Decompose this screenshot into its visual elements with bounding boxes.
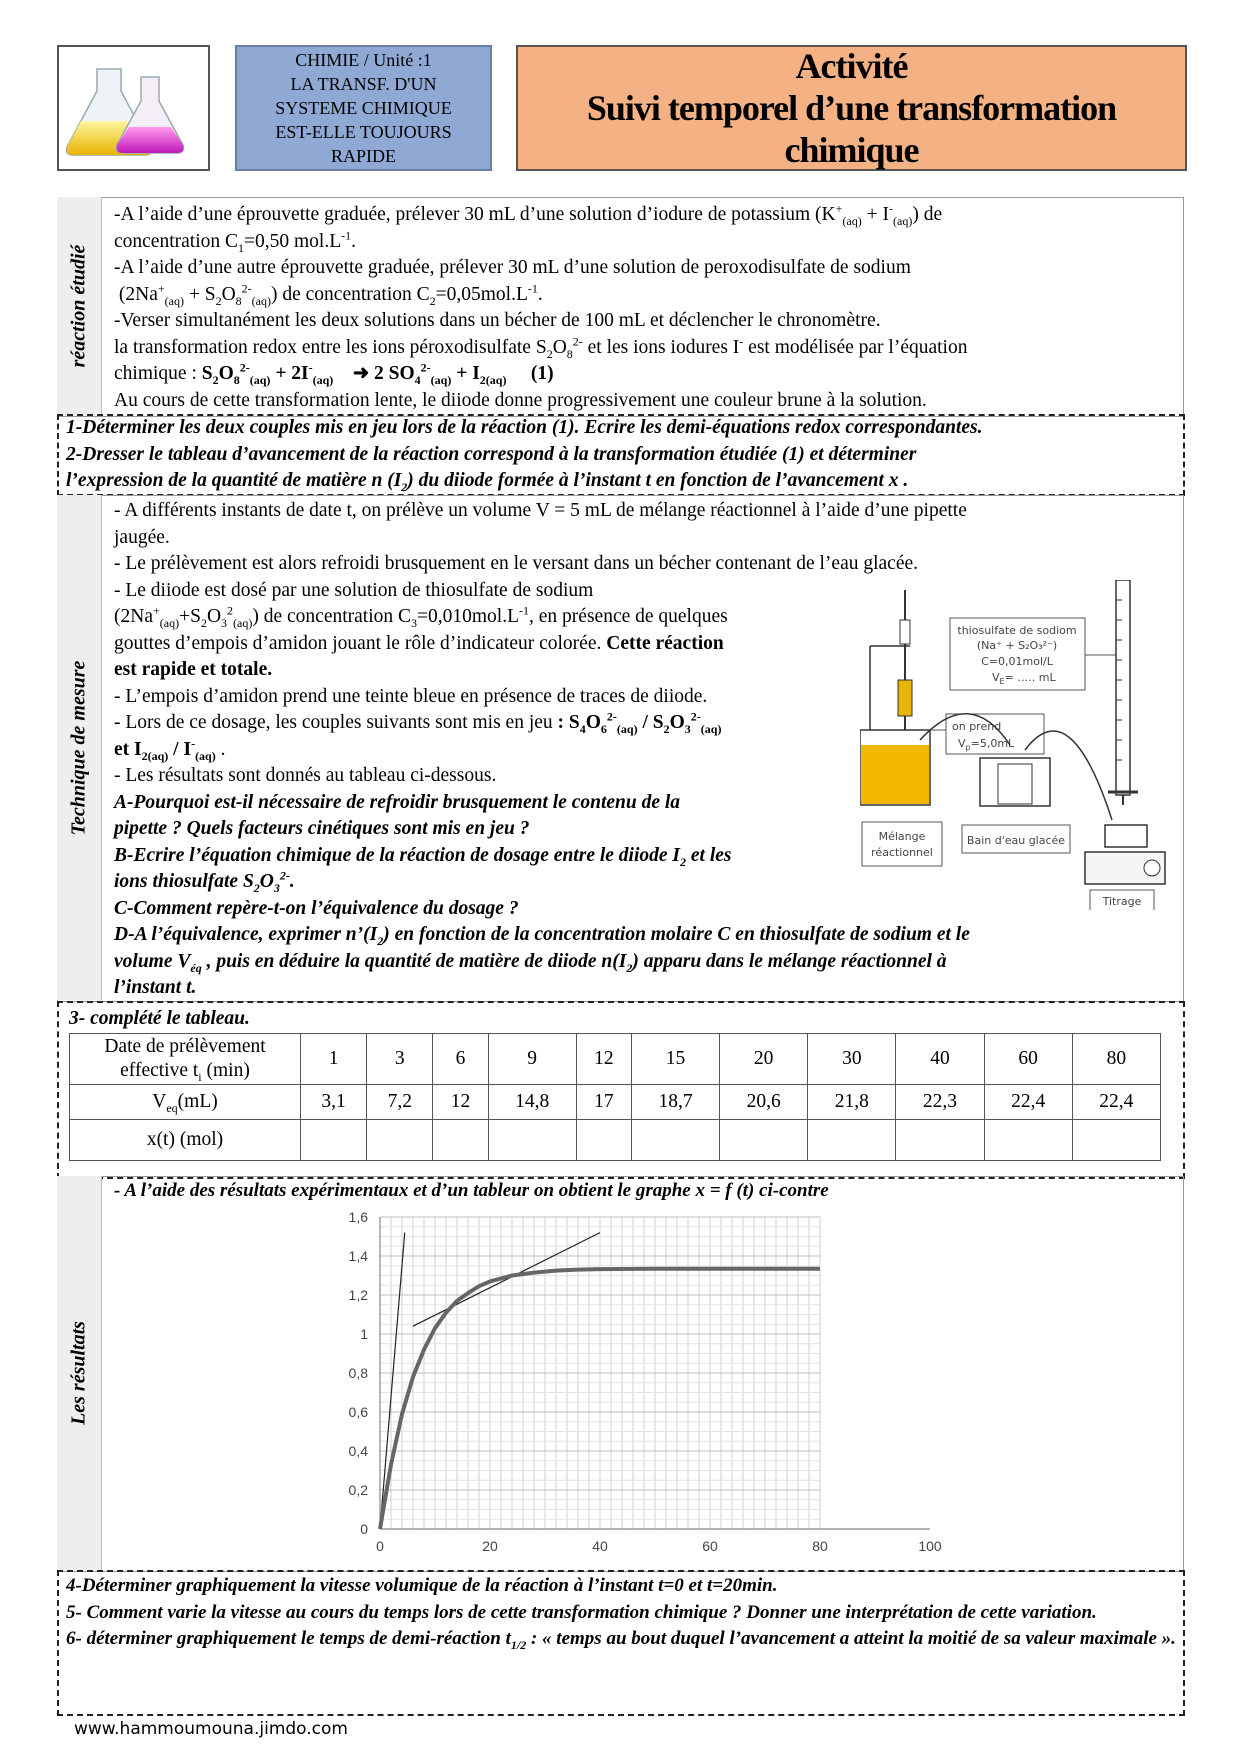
logo: [57, 45, 210, 171]
svg-text:on prend: on prend: [952, 720, 1002, 733]
x-cell[interactable]: [984, 1120, 1072, 1161]
time-cell: 60: [984, 1034, 1072, 1085]
question-2a: 2-Dresser le tableau d’avancement de la réaction correspond à la transformation étudiée (1) et déterminer: [66, 443, 917, 465]
y-tick-label: 0,2: [348, 1482, 368, 1498]
flask-logo-icon: [59, 47, 208, 169]
side-label-results: [57, 1176, 102, 1570]
x-cell[interactable]: [301, 1120, 367, 1161]
side-label-text: réaction étudié: [67, 244, 90, 368]
veq-cell: 22,4: [984, 1085, 1072, 1120]
veq-cell: 17: [576, 1085, 631, 1120]
y-tick-label: 1,2: [348, 1287, 368, 1303]
melange-label-box: [862, 822, 942, 866]
veq-cell: 20,6: [720, 1085, 808, 1120]
chart-grid: [380, 1217, 820, 1529]
y-tick-label: 1,4: [348, 1248, 368, 1264]
table-row: [70, 1034, 1161, 1085]
time-cell: 40: [896, 1034, 984, 1085]
x-vs-t-chart: [330, 1205, 960, 1565]
table-caption: 3- complété le tableau.: [69, 1008, 250, 1029]
pipette-bulb: [898, 680, 912, 716]
title-box: [516, 45, 1187, 171]
yellow-mixture: [861, 745, 929, 804]
tangent-line: [380, 1233, 405, 1529]
svg-text:VE= ….. mL: $V_E=$ ….. mL: [992, 671, 1056, 686]
unit-line: EST-ELLE TOUJOURS: [275, 122, 452, 142]
side-label-reaction: [57, 197, 102, 415]
time-cell: 30: [808, 1034, 896, 1085]
svg-text:C=0,01mol/L: C=0,01mol/L: [981, 655, 1053, 668]
x-cell[interactable]: [631, 1120, 719, 1161]
x-cell[interactable]: [488, 1120, 576, 1161]
time-cell: 15: [631, 1034, 719, 1085]
svg-text:Mélange: Mélange: [878, 830, 926, 843]
svg-text:Vp=5,0mL: $V_p=5,0mL$: [958, 737, 1015, 752]
y-tick-label: 0,6: [348, 1404, 368, 1420]
data-table: [69, 1033, 1161, 1161]
titration-apparatus-diagram: [860, 580, 1180, 910]
beaker-titration-icon: [1105, 825, 1147, 847]
results-intro: - A l’aide des résultats expérimentaux et d’un tableur on obtient le graphe x = f (t) ci-contre: [114, 1180, 829, 1201]
time-cell: 20: [720, 1034, 808, 1085]
y-tick-label: 1: [360, 1326, 368, 1342]
final-questions: [66, 1573, 1176, 1653]
question-2b: l’expression de la quantité de matière n $(I_2)$ du diiode formée à l’instant t en fonction de l’avancement x .: [66, 470, 909, 494]
table-row: [70, 1120, 1161, 1161]
x-cell[interactable]: [433, 1120, 488, 1161]
x-cell[interactable]: [1072, 1120, 1160, 1161]
x-tick-label: 40: [592, 1538, 608, 1554]
veq-cell: 22,3: [896, 1085, 984, 1120]
x-cell[interactable]: [367, 1120, 433, 1161]
title-activite: Activité: [795, 46, 908, 86]
svg-text:Titrage: Titrage: [1102, 895, 1142, 908]
unit-box: [235, 45, 492, 171]
x-label-cell: x(t) (mol): [70, 1120, 301, 1161]
x-tick-label: 100: [918, 1538, 942, 1554]
burette-icon: [1116, 580, 1130, 795]
time-cell: 6: [433, 1034, 488, 1085]
side-label-text: Les résultats: [67, 1321, 90, 1425]
svg-text:(Na⁺ + S₂O₃²⁻): (Na⁺ + S₂O₃²⁻): [976, 639, 1058, 652]
x-cell[interactable]: [720, 1120, 808, 1161]
svg-text:Bain d'eau glacée: Bain d'eau glacée: [966, 834, 1066, 847]
veq-cell: 22,4: [1072, 1085, 1160, 1120]
side-label-technique: [57, 495, 102, 1000]
unit-line: CHIMIE / Unité :1: [295, 50, 432, 70]
unit-line: RAPIDE: [330, 146, 396, 166]
x-tick-label: 80: [812, 1538, 828, 1554]
y-tick-label: 0: [360, 1521, 368, 1537]
time-cell: 12: [576, 1034, 631, 1085]
technique-text: - A différents instants de date t, on prélève un volume V = 5 mL de mélange réactionnel à l’aide d’une pipette jaugée. - Le prélèvement est alors refroidi brusquement en le versant dans un bécher contenant de l’eau glacée. - Le diiode est dosé par une solution de thiosulfate de sodium $(2Na^+_{(aq)}+S_2O_3^2_{(aq)})$ de concentration $C_3=0,010mol.L^{-1}$, en présence de quelques gouttes d’empois d’amidon jouant le rôle d’indicateur colorée. Cette réaction est rapide et totale. - L’empois d’amidon prend une teinte bleue en présence de traces de diiode. - Lors de ce dosage, les couples suivants sont mis en jeu : $S_4O_6^{2-}_{(aq)} / S_2O_3^{2-}_{(aq)}$ et $I_{2(aq)} / I^-_{(aq)}$ . - Les résultats sont donnés au tableau ci-dessous. A-Pourquoi est-il nécessaire de refroidir brusquement le contenu de la pipette ? Quels facteurs cinétiques sont mis en jeu ? B-Ecrire l’équation chimique de la réaction de dosage entre le diiode $I_2$ et les ions thiosulfate $S_2O_3^{2-}$. C-Comment repère-t-on l’équivalence du dosage ? D-A l’équivalence, exprimer $n’(I_2)$ en fonction de la concentration molaire C en thiosulfate de sodium et le volume $V_{éq}$ , puis en déduire la quantité de matière de diiode $n(I_2)$ apparu dans le mélange réactionnel à l’instant t.: [114, 500, 970, 998]
chart-ticks: [349, 1209, 942, 1554]
x-tick-label: 20: [482, 1538, 498, 1554]
question-1: 1-Déterminer les deux couples mis en jeu lors de la réaction (1). Ecrire les demi-équations redox correspondantes.: [66, 417, 983, 438]
table-row: [70, 1085, 1161, 1120]
veq-cell: 18,7: [631, 1085, 719, 1120]
x-cell[interactable]: [808, 1120, 896, 1161]
veq-cell: 14,8: [488, 1085, 576, 1120]
veq-cell: 21,8: [808, 1085, 896, 1120]
question-4: 4-Déterminer graphiquement la vitesse volumique de la réaction à l’instant t=0 et t=20min.: [66, 1575, 778, 1596]
unit-line: SYSTEME CHIMIQUE: [275, 98, 452, 118]
svg-text:thiosulfate de sodiom: thiosulfate de sodiom: [957, 624, 1077, 637]
veq-label-cell: $V_{eq}(mL)$: [70, 1085, 301, 1120]
veq-cell: 7,2: [367, 1085, 433, 1120]
x-tick-label: 60: [702, 1538, 718, 1554]
time-cell: 9: [488, 1034, 576, 1085]
questions-1-2: [66, 415, 1176, 495]
header-cell: Date de prélèvement effective $t_i$ (min): [70, 1034, 301, 1085]
unit-line: LA TRANSF. D'UN: [290, 74, 437, 94]
veq-cell: 3,1: [301, 1085, 367, 1120]
x-cell[interactable]: [576, 1120, 631, 1161]
side-label-text: Technique de mesure: [67, 660, 90, 835]
y-tick-label: 1,6: [348, 1209, 368, 1225]
svg-text:réactionnel: réactionnel: [871, 846, 933, 859]
x-cell[interactable]: [896, 1120, 984, 1161]
question-6: 6- déterminer graphiquement le temps de demi-réaction $t_{1/2}$ : « temps au bout duquel l’avancement a atteint la moitié de sa valeur maximale ».: [66, 1628, 1176, 1652]
veq-cell: 12: [433, 1085, 488, 1120]
reaction-text: -A l’aide d’une éprouvette graduée, prélever 30 mL d’une solution d’iodure de potassium $(K^+_{(aq)} + I^-_{(aq)})$ de concentration $C_1=0,50$ $mol.L^{-1}$. -A l’aide d’une autre éprouvette graduée, prélever 30 mL d’une solution de peroxodisulfate de sodium $(2Na^+_{(aq)} + S_2O_8^{2-}_{(aq)})$ de concentration $C_2=0,05mol.L^{-1}$. -Verser simultanément les deux solutions dans un bécher de 100 mL et déclencher le chronomètre. la transformation redox entre les ions péroxodisulfate $S_2O_8^{2-}$ et les ions iodures I- est modélisée par l’équation chimique : $S_2O_8^{2-}_{(aq)} + 2I^-_{(aq)}$ ➜ 2 $SO_4^{2-}_{(aq)} + I_{2(aq)}$ (1) Au cours de cette transformation lente, le diiode donne progressivement une couleur brune à la solution.: [114, 201, 968, 411]
y-tick-label: 0,8: [348, 1365, 368, 1381]
title-main: Suivi temporel d’une transformation chimique: [586, 88, 1117, 170]
time-cell: 3: [367, 1034, 433, 1085]
time-cell: 80: [1072, 1034, 1160, 1085]
x-tick-label: 0: [376, 1538, 384, 1554]
time-cell: 1: [301, 1034, 367, 1085]
question-5: 5- Comment varie la vitesse au cours du temps lors de cette transformation chimique ? Donner une interprétation de cette variation.: [66, 1601, 1097, 1623]
footer-url[interactable]: www.hammoumouna.jimdo.com: [74, 1719, 348, 1739]
y-tick-label: 0,4: [348, 1443, 368, 1459]
